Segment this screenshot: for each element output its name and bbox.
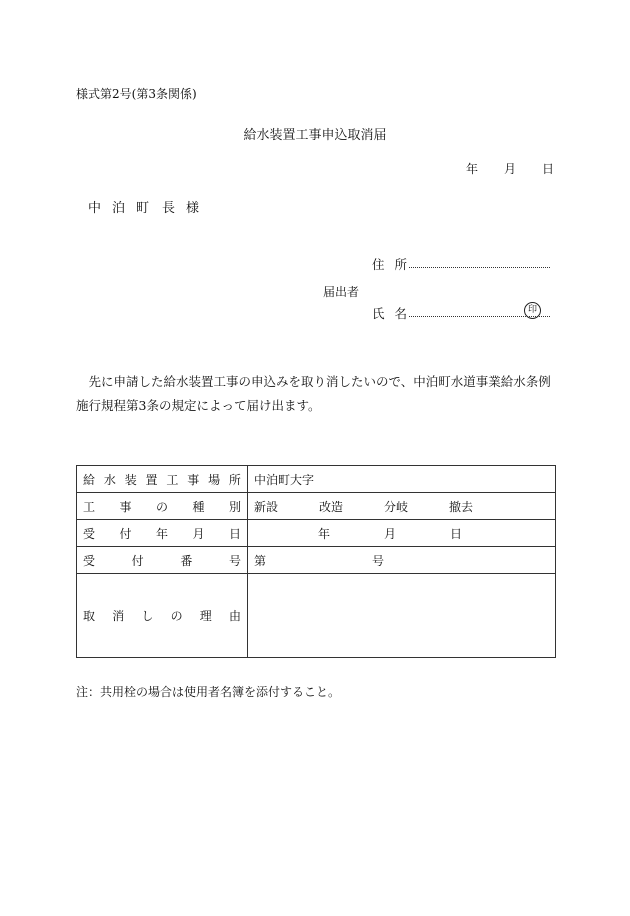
label-char: 理 — [199, 609, 212, 623]
label-char: 工 — [83, 499, 96, 514]
label-char: 消 — [112, 609, 125, 623]
received-number-cell[interactable] — [248, 547, 556, 574]
label-char: 水 — [103, 472, 116, 487]
name-label: 氏名 — [372, 306, 418, 321]
document-title: 給水装置工事申込取消届 — [243, 128, 387, 143]
received-day: 日 — [450, 526, 463, 541]
table-row — [77, 493, 556, 520]
label-char: 由 — [228, 609, 241, 623]
label-char: し — [141, 609, 154, 623]
row-label-work-type — [77, 493, 248, 520]
table-row — [77, 547, 556, 574]
label-char: 番 — [180, 553, 193, 568]
label-char: 事 — [187, 472, 200, 487]
label-char: 所 — [228, 472, 241, 487]
work-type-option[interactable]: 改造 — [319, 499, 344, 514]
received-year: 年 — [318, 526, 331, 541]
address-label: 住所 — [372, 257, 418, 272]
form-number: 様式第2号(第3条関係) — [76, 87, 197, 101]
addressee-char: 長 — [162, 201, 176, 216]
work-type-option[interactable]: 分岐 — [384, 499, 409, 514]
label-char: 置 — [145, 472, 158, 487]
info-table — [76, 465, 556, 658]
row-label-received-number — [77, 547, 248, 574]
table-row — [77, 520, 556, 547]
label-char: 号 — [228, 553, 241, 568]
footnote: 注：共用栓の場合は使用者名簿を添付すること。 — [76, 685, 341, 699]
addressee — [88, 197, 199, 216]
work-type-option[interactable]: 新設 — [254, 499, 279, 514]
label-char: 種 — [192, 499, 205, 514]
table-row — [77, 466, 556, 493]
number-prefix: 第 — [254, 553, 267, 568]
work-type-cell[interactable] — [248, 493, 556, 520]
site-value: 中泊町大字 — [254, 472, 315, 487]
label-char: の — [170, 609, 183, 623]
label-char: 年 — [155, 526, 168, 541]
received-date-cell[interactable] — [248, 520, 556, 547]
label-char: 月 — [192, 526, 205, 541]
addressee-char: 様 — [186, 201, 200, 216]
address-field[interactable] — [409, 267, 550, 268]
label-char: 日 — [228, 526, 241, 541]
row-label-received-date — [77, 520, 248, 547]
submission-date — [466, 160, 554, 177]
table-row — [77, 574, 556, 658]
row-label-site — [77, 466, 248, 493]
label-char: 場 — [208, 472, 221, 487]
number-suffix: 号 — [372, 553, 385, 568]
addressee-char: 町 — [136, 201, 150, 216]
label-char: 受 — [83, 553, 96, 568]
body-text: 先に申請した給水装置工事の申込みを取り消したいので、中泊町水道事業給水条例施行規程第3条の規定によって届け出ます。 — [76, 374, 551, 413]
label-char: 事 — [119, 499, 132, 514]
row-label-cancel-reason — [77, 574, 248, 658]
label-char: 工 — [166, 472, 179, 487]
label-char: 付 — [119, 526, 132, 541]
label-char: 給 — [83, 472, 96, 487]
cancel-reason-value — [248, 609, 254, 623]
label-char: の — [155, 499, 168, 514]
work-type-option[interactable]: 撤去 — [449, 499, 474, 514]
site-value-cell[interactable] — [248, 466, 556, 493]
date-year: 年 — [466, 162, 479, 176]
reporter-label: 届出者 — [323, 285, 360, 299]
label-char: 装 — [124, 472, 137, 487]
addressee-char: 中 — [88, 201, 102, 216]
addressee-char: 泊 — [112, 201, 126, 216]
label-char: 受 — [83, 526, 96, 541]
cancel-reason-cell[interactable] — [248, 574, 556, 658]
date-month: 月 — [504, 162, 517, 176]
label-char: 取 — [83, 609, 96, 623]
date-day: 日 — [542, 162, 555, 176]
received-month: 月 — [384, 526, 397, 541]
label-char: 別 — [228, 499, 241, 514]
seal-mark: 印 — [524, 302, 541, 319]
label-char: 付 — [131, 553, 144, 568]
